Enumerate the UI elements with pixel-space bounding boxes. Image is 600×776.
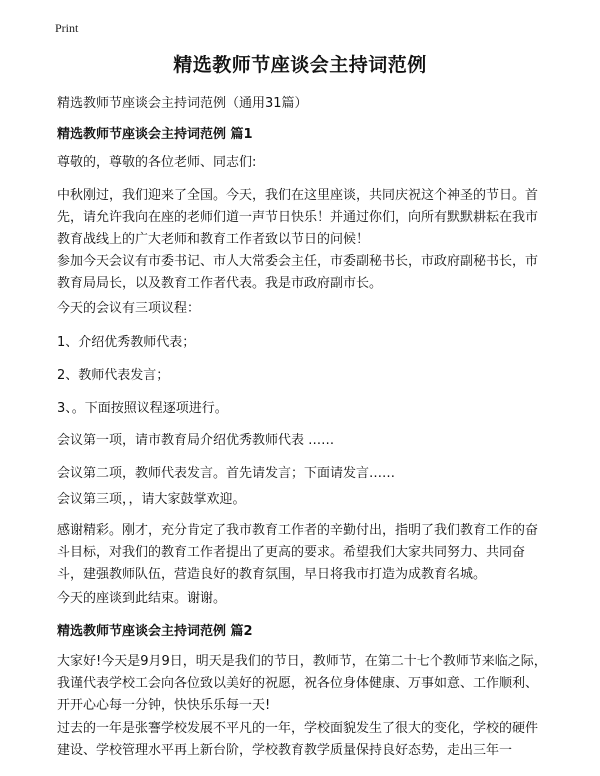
paragraph: 今天的会议有三项议程： [57,301,201,316]
paragraph: 大家好!今天是9月9日，明天是我们的节日，教师节，在第二十七个教师节来临之际，我谨代表学校工会向各位致以美好的祝愿，祝各位身体健康、万事如意、工作顺利、开开心心每一分钟，快快乐乐每一天! [57,654,547,713]
paragraph: 感谢精彩。刚才，充分肯定了我市教育工作者的辛勤付出，指明了我们教育工作的奋斗目标，对我们的教育工作者提出了更高的要求。希望我们大家共同努力、共同奋斗，建强教师队伍，营造良好的教育氛围，早日将我市打造为成教育名城。 [57,523,539,582]
document-title: 精选教师节座谈会主持词范例 [173,54,427,76]
section-heading-2: 精选教师节座谈会主持词范例 篇2 [57,624,253,639]
paragraph: 尊敬的，尊敬的各位老师、同志们: [57,155,257,170]
document-subtitle: 精选教师节座谈会主持词范例（通用31篇） [57,96,308,111]
paragraph: 今天的座谈到此结束。谢谢。 [57,591,227,606]
list-item: 3、。下面按照议程逐项进行。 [57,401,228,416]
paragraph: 中秋刚过，我们迎来了全国。今天，我们在这里座谈，共同庆祝这个神圣的节日。首先，请允许我向在座的老师们道一声节日快乐！并通过你们，向所有默默耕耘在我市教育战线上的广大老师和教育工作者致以节日的问候！ [57,188,539,247]
paragraph: 参加今天会议有市委书记、市人大常委会主任，市委副秘书长，市政府副秘书长，市教育局局长，以及教育工作者代表。我是市政府副市长。 [57,254,539,291]
paragraph: 会议第二项，教师代表发言。首先请发言；下面请发言…… [57,466,396,481]
paragraph: 会议第三项，，请大家鼓掌欢迎。 [57,492,246,507]
paragraph: 过去的一年是张謇学校发展不平凡的一年，学校面貌发生了很大的变化，学校的硬件建设、学校管理水平再上新台阶，学校教育教学质量保持良好态势，走出三年一 [57,721,539,758]
list-item: 2、教师代表发言； [57,368,170,383]
paragraph: 会议第一项，请市教育局介绍优秀教师代表 …… [57,433,335,448]
section-heading-1: 精选教师节座谈会主持词范例 篇1 [57,127,253,142]
print-link[interactable]: Print [55,21,79,35]
list-item: 1、介绍优秀教师代表； [57,335,196,350]
